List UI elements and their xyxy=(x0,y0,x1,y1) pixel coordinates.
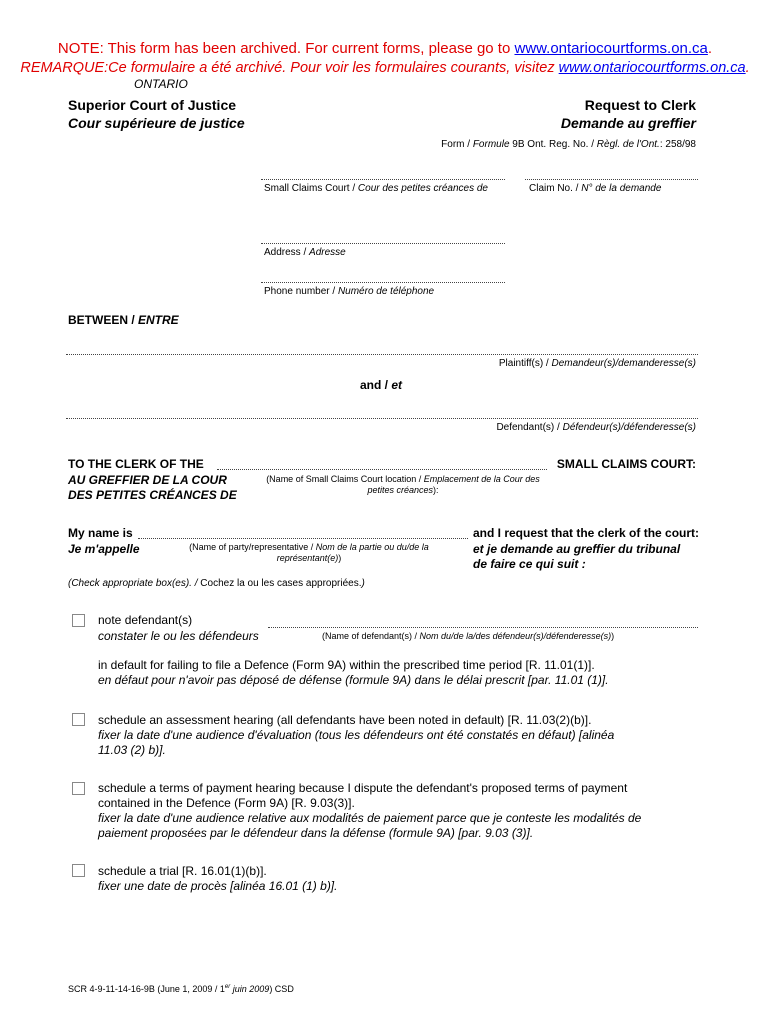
assessment-text-en: schedule an assessment hearing (all defendants have been noted in default) [R. 11.03(2)(b)]. xyxy=(98,713,592,727)
name-hint: (Name of party/representative / Nom de la partie ou du/de la représentant(e)) xyxy=(189,542,429,563)
payment-text-fr-2: paiement proposées par le défendeur dans la défense (formule 9A) [par. 9.03 (3)]. xyxy=(98,826,534,840)
payment-text-fr-1: fixer la date d'une audience relative aux modalités de paiement parce que je conteste les modalités de xyxy=(98,811,642,825)
schedule-trial-checkbox[interactable] xyxy=(72,864,85,877)
archive-notice-fr: REMARQUE:Ce formulaire a été archivé. Pour voir les formulaires courants, visitez www.ontariocourtforms.on.ca. xyxy=(20,60,750,76)
court-name-en: Superior Court of Justice xyxy=(68,97,237,113)
ontario-forms-link-en[interactable]: www.ontariocourtforms.on.ca xyxy=(514,40,708,57)
default-text-en: in default for failing to file a Defence (Form 9A) within the prescribed time period [R. 11.01(1)]. xyxy=(98,658,595,672)
default-text-fr: en défaut pour n'avoir pas déposé de défense (formule 9A) dans le délai prescrit [par. 11.01 (1)]. xyxy=(98,673,609,687)
small-claims-court-field[interactable] xyxy=(261,179,505,180)
to-clerk-fr-2: DES PETITES CRÉANCES DE xyxy=(68,488,237,502)
note-defendant-label-en: note defendant(s) xyxy=(98,613,193,627)
ontario-forms-link-fr[interactable]: www.ontariocourtforms.on.ca xyxy=(558,60,746,76)
request-label-en: and I request that the clerk of the court: xyxy=(473,526,700,540)
note-defendant-label-fr: constater le ou les défendeurs xyxy=(98,629,259,643)
address-label: Address / Adresse xyxy=(264,247,346,258)
phone-field[interactable] xyxy=(261,282,505,283)
claim-number-label: Claim No. / N° de la demande xyxy=(529,183,662,194)
defendant-name-field[interactable] xyxy=(268,627,698,628)
payment-text-en-2: contained in the Defence (Form 9A) [R. 9.03(3)]. xyxy=(98,796,355,810)
claim-number-field[interactable] xyxy=(525,179,698,180)
form-reference: Form / Formule 9B Ont. Reg. No. / Règl. de l'Ont.: 258/98 xyxy=(441,139,696,150)
between-label: BETWEEN / ENTRE xyxy=(68,313,179,327)
trial-text-fr: fixer une date de procès [alinéa 16.01 (1) b)]. xyxy=(98,879,338,893)
form-title-fr: Demande au greffier xyxy=(560,115,696,131)
name-field[interactable] xyxy=(138,538,468,539)
small-claims-court-label: Small Claims Court / Cour des petites créances de xyxy=(264,183,488,194)
defendant-name-hint: (Name of defendant(s) / Nom du/de la/des défendeur(s)/défenderesse(s)) xyxy=(322,631,615,641)
my-name-label-fr: Je m'appelle xyxy=(68,542,140,556)
check-boxes-hint: (Check appropriate box(es). / Cochez la ou les cases appropriées.) xyxy=(68,578,365,589)
payment-hearing-checkbox[interactable] xyxy=(72,782,85,795)
to-clerk-en: TO THE CLERK OF THE xyxy=(68,457,204,471)
payment-text-en-1: schedule a terms of payment hearing because I dispute the defendant's proposed terms of payment xyxy=(98,781,628,795)
small-claims-court-heading: SMALL CLAIMS COURT: xyxy=(556,457,696,471)
court-location-hint: (Name of Small Claims Court location / Emplacement de la Cour des petites créances): xyxy=(266,474,540,495)
my-name-label-en: My name is xyxy=(68,526,133,540)
defendant-field[interactable] xyxy=(66,418,698,419)
trial-text-en: schedule a trial [R. 16.01(1)(b)]. xyxy=(98,864,267,878)
and-label: and / et xyxy=(360,378,403,392)
request-label-fr-2: de faire ce qui suit : xyxy=(473,557,586,571)
note-defendant-checkbox[interactable] xyxy=(72,614,85,627)
court-name-fr: Cour supérieure de justice xyxy=(68,115,245,131)
defendant-label: Defendant(s) / Défendeur(s)/défenderesse(s) xyxy=(496,422,696,433)
request-label-fr-1: et je demande au greffier du tribunal xyxy=(473,542,681,556)
assessment-hearing-checkbox[interactable] xyxy=(72,713,85,726)
plaintiff-label: Plaintiff(s) / Demandeur(s)/demanderesse(s) xyxy=(498,358,696,369)
assessment-text-fr-2: 11.03 (2) b)]. xyxy=(98,743,166,757)
archive-notice-en: NOTE: This form has been archived. For current forms, please go to www.ontariocourtforms.on.ca. xyxy=(57,40,713,57)
form-footer-code: SCR 4-9-11-14-16-9B (June 1, 2009 / 1er juin 2009) CSD xyxy=(68,984,294,994)
phone-label: Phone number / Numéro de téléphone xyxy=(264,286,435,297)
assessment-text-fr-1: fixer la date d'une audience d'évaluation (tous les défendeurs ont été constatés en défaut) [alinéa xyxy=(98,728,615,742)
ontario-label: ONTARIO xyxy=(134,77,188,91)
address-field[interactable] xyxy=(261,243,505,244)
court-location-field[interactable] xyxy=(217,469,547,470)
to-clerk-fr-1: AU GREFFIER DE LA COUR xyxy=(68,473,227,487)
plaintiff-field[interactable] xyxy=(66,354,698,355)
form-title-en: Request to Clerk xyxy=(584,97,696,113)
